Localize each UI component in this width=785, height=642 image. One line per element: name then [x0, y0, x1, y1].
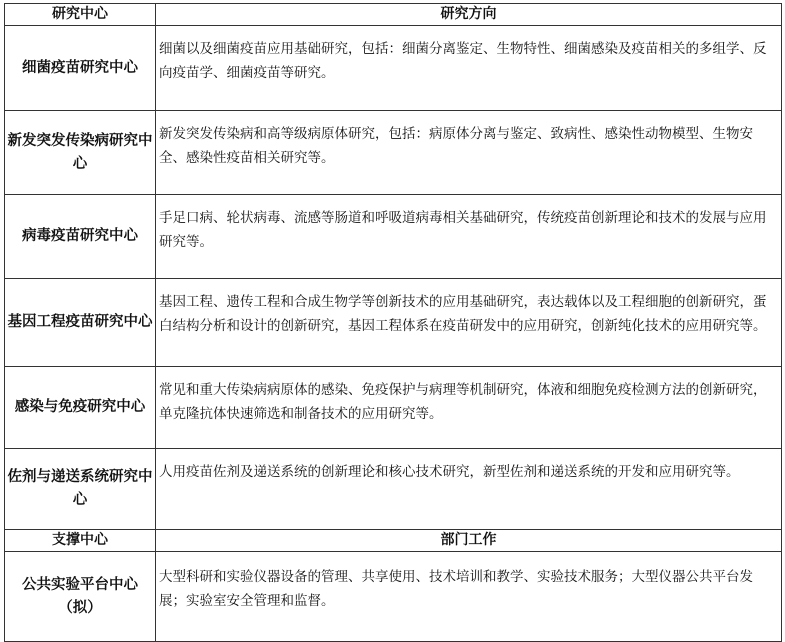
table-row — [5, 449, 782, 530]
center-description: 大型科研和实验仪器设备的管理、共享使用、技术培训和教学、实验技术服务；大型仪器公共平台发展；实验室安全管理和监督。 — [156, 552, 782, 642]
research-header-row — [5, 4, 782, 26]
center-description: 细菌以及细菌疫苗应用基础研究，包括：细菌分离鉴定、生物特性、细菌感染及疫苗相关的多组学、反向疫苗学、细菌疫苗等研究。 — [156, 26, 782, 111]
table-row — [5, 195, 782, 279]
center-name: 佐剂与递送系统研究中心 — [5, 449, 156, 530]
table-row — [5, 111, 782, 195]
center-name: 细菌疫苗研究中心 — [5, 26, 156, 111]
header-support-center: 支撑中心 — [5, 530, 156, 552]
table-row — [5, 26, 782, 111]
header-research-direction: 研究方向 — [156, 4, 782, 26]
table-row — [5, 367, 782, 449]
table-row — [5, 279, 782, 367]
support-header-row — [5, 530, 782, 552]
center-description: 新发突发传染病和高等级病原体研究，包括：病原体分离与鉴定、致病性、感染性动物模型、生物安全、感染性疫苗相关研究等。 — [156, 111, 782, 195]
research-centers-table — [4, 3, 782, 642]
center-name: 新发突发传染病研究中心 — [5, 111, 156, 195]
center-name: 基因工程疫苗研究中心 — [5, 279, 156, 367]
header-research-center: 研究中心 — [5, 4, 156, 26]
table-row — [5, 552, 782, 642]
header-department-work: 部门工作 — [156, 530, 782, 552]
center-description: 常见和重大传染病病原体的感染、免疫保护与病理等机制研究，体液和细胞免疫检测方法的创新研究，单克隆抗体快速筛选和制备技术的应用研究等。 — [156, 367, 782, 449]
center-description: 人用疫苗佐剂及递送系统的创新理论和核心技术研究，新型佐剂和递送系统的开发和应用研究等。 — [156, 449, 782, 530]
center-name: 公共实验平台中心（拟） — [5, 552, 156, 642]
center-description: 基因工程、遗传工程和合成生物学等创新技术的应用基础研究，表达载体以及工程细胞的创新研究，蛋白结构分析和设计的创新研究，基因工程体系在疫苗研发中的应用研究，创新纯化技术的应用研究等。 — [156, 279, 782, 367]
center-name: 病毒疫苗研究中心 — [5, 195, 156, 279]
center-name: 感染与免疫研究中心 — [5, 367, 156, 449]
center-description: 手足口病、轮状病毒、流感等肠道和呼吸道病毒相关基础研究，传统疫苗创新理论和技术的发展与应用研究等。 — [156, 195, 782, 279]
